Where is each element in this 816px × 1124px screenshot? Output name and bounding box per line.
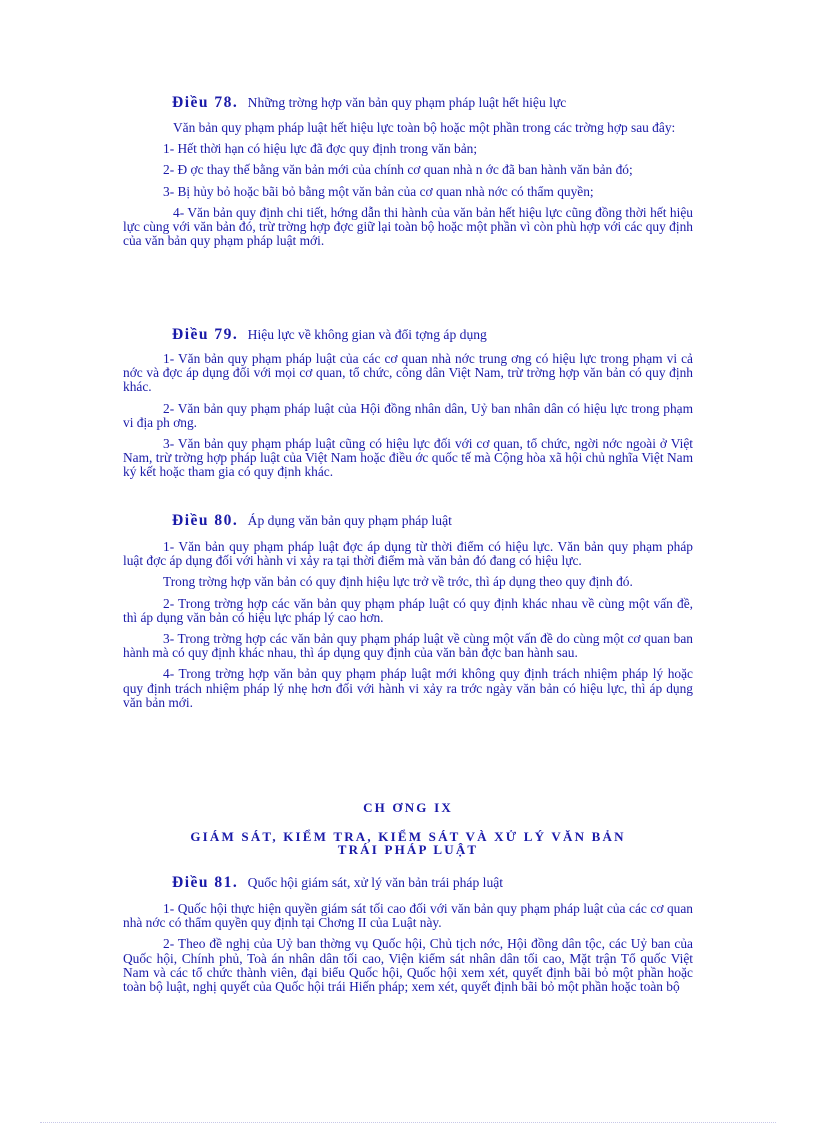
article-81-number: Điều 81. [172,874,239,891]
article-78-paragraph: 3- Bị hủy bỏ hoặc bãi bỏ bằng một văn bản của cơ quan nhà nớc có thẩm quyền; [163,183,594,199]
article-80-paragraph: Trong trờng hợp văn bản có quy định hiệu lực trở về trớc, thì áp dụng theo quy định đó. [163,574,633,590]
article-79-body [123,352,693,487]
article-79-paragraph: 2- Văn bản quy phạm pháp luật của Hội đồng nhân dân, Uỷ ban nhân dân có hiệu lực trong phạm vi địa ph ơng. [123,400,693,430]
article-81-body [123,902,693,1001]
article-81-title: Quốc hội giám sát, xử lý văn bản trái pháp luật [247,875,504,890]
article-80-number: Điều 80. [172,512,239,529]
article-78-heading [172,96,566,110]
article-79-title: Hiệu lực về không gian và đối tợng áp dụng [247,327,487,342]
article-79-paragraph: 3- Văn bản quy phạm pháp luật cũng có hiệu lực đối với cơ quan, tổ chức, ngời nớc ngoài ở Việt Nam, trừ trờng hợp pháp luật của Việt Nam hoặc điều ớc quốc tế mà Cộng hòa xã hội chủ nghĩa Việt Nam ký kết hoặc tham gia có quy định khác. [123,436,693,480]
article-81-heading [172,876,503,890]
article-78-paragraph: 2- Đ ợc thay thế bằng văn bản mới của chính cơ quan nhà n ớc đã ban hành văn bản đó; [163,162,633,178]
article-80-body [123,540,693,717]
article-80-paragraph: 2- Trong trờng hợp các văn bản quy phạm pháp luật có quy định khác nhau về cùng một vấn đề, thì áp dụng văn bản có hiệu lực pháp lý cao hơn. [123,595,693,625]
article-78-paragraph: 1- Hết thời hạn có hiệu lực đã đợc quy định trong văn bản; [163,141,478,157]
article-78-paragraph: Văn bản quy phạm pháp luật hết hiệu lực toàn bộ hoặc một phần trong các trờng hợp sau đây: [173,120,676,135]
article-78-body [123,121,693,255]
article-80-heading [172,514,452,528]
chapter-title [123,830,693,856]
article-80-paragraph: 4- Trong trờng hợp văn bản quy phạm pháp luật mới không quy định trách nhiệm pháp lý hoặc quy định trách nhiệm pháp lý nhẹ hơn đối với hành vi xảy ra trớc ngày văn bản có hiệu lực, thì áp dụng văn bản mới. [123,666,693,710]
article-78-number: Điều 78. [172,94,239,111]
article-78-paragraph: 4- Văn bản quy định chi tiết, hớng dẫn thi hành của văn bản hết hiệu lực cũng đồng thời hết hiệu lực cùng với văn bản đó, trừ trờng hợp đợc giữ lại toàn bộ hoặc một phần vì còn phù hợp với các quy định của văn bản quy phạm pháp luật mới. [123,204,693,249]
chapter-title-line-1: GIÁM SÁT, KIỂM TRA, KIỂM SÁT VÀ XỬ LÝ VĂN BẢN [190,829,626,844]
article-78-title: Những trờng hợp văn bản quy phạm pháp luật hết hiệu lực [247,95,567,110]
article-79-heading [172,328,487,342]
article-79-paragraph: 1- Văn bản quy phạm pháp luật của các cơ quan nhà nớc trung ơng có hiệu lực trong phạm vi cả nớc và đợc áp dụng đối với mọi cơ quan, tổ chức, công dân Việt Nam, trừ trờng hợp văn bản có quy định khác. [123,351,693,395]
article-80-paragraph: 3- Trong trờng hợp các văn bản quy phạm pháp luật về cùng một vấn đề do cùng một cơ quan ban hành mà có quy định khác nhau, thì áp dụng quy định của văn bản đợc ban hành sau. [123,631,693,661]
article-80-paragraph: 1- Văn bản quy phạm pháp luật đợc áp dụng từ thời điểm có hiệu lực. Văn bản quy phạm pháp luật đợc áp dụng đối với hành vi xảy ra tại thời điểm mà văn bản đó đang có hiệu lực. [123,539,693,569]
article-80-title: Áp dụng văn bản quy phạm pháp luật [247,513,452,528]
chapter-label: CH ƠNG IX [363,800,453,815]
article-81-paragraph: 2- Theo đề nghị của Uỷ ban thờng vụ Quốc hội, Chủ tịch nớc, Hội đồng dân tộc, các Uỷ ban của Quốc hội, Chính phủ, Toà án nhân dân tối cao, Viện kiểm sát nhân dân tối cao, Mặt trận Tổ quốc Việt Nam và các tổ chức thành viên, đại biểu Quốc hội, Quốc hội xem xét, quyết định bãi bỏ một phần hoặc toàn bộ luật, nghị quyết của Quốc hội trái Hiến pháp; xem xét, quyết định bãi bỏ một phần hoặc toàn bộ [123,936,693,995]
article-79-number: Điều 79. [172,326,239,343]
article-81-paragraph: 1- Quốc hội thực hiện quyền giám sát tối cao đối với văn bản quy phạm pháp luật của các cơ quan nhà nớc có thẩm quyền quy định tại Chơng II của Luật này. [123,901,693,931]
chapter-title-line-2: TRÁI PHÁP LUẬT [337,842,479,857]
